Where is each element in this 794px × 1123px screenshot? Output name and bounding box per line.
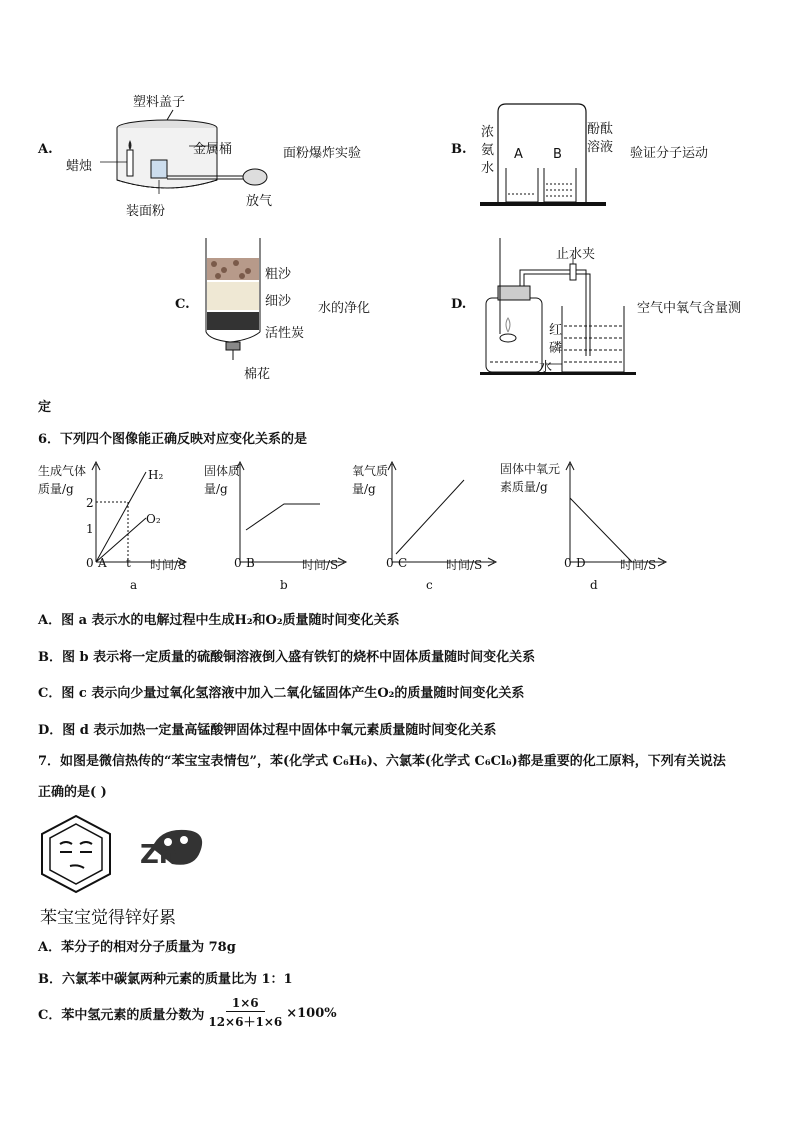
q6-option-d[interactable]: D．图 d 表示加热一定量高锰酸钾固体过程中固体中氧元素质量随时间变化关系 [38,723,497,738]
label-plastic-lid: 塑料盖子 [133,95,186,110]
q7-option-b[interactable]: B．六氯苯中碳氯两种元素的质量比为 1：1 [38,972,293,987]
graph-b-origin: 0 [234,556,242,570]
label-flour: 装面粉 [126,204,166,219]
graph-c-origin: 0 [386,556,394,570]
molecule-motion-diagram [476,98,616,213]
graph-d-point: D [576,556,586,570]
label-clamp: 止水夹 [556,247,596,262]
graph-d-sub: d [590,578,598,592]
graph-d-ylabel-2: 素质量/g [500,480,548,494]
question-7-stem-2: 正确的是( ) [38,785,107,800]
graph-d-ylabel-1: 固体中氧元 [500,462,561,476]
q6-option-b[interactable]: B．图 b 表示将一定质量的硫酸铜溶液倒入盛有铁钉的烧杯中固体质量随时间变化关系 [38,650,536,665]
option-a-letter: A. [38,142,53,157]
graph-c-ylabel-1: 氧气质 [352,464,389,478]
graph-a-xlabel: 时间/S [150,558,187,572]
label-phosphorus: 磷 [549,341,563,356]
meme-caption: 苯宝宝觉得锌好累 [40,908,176,928]
beaker-a-label: A [514,147,523,162]
graph-b-ylabel-1: 固体质 [204,464,241,478]
graph-c-xlabel: 时间/S [446,558,483,572]
graph-a-o2: O₂ [146,512,161,526]
label-ammonia: 氨 [481,143,495,158]
graph-a [38,458,188,598]
fraction-denominator: 12×6＋1×6 [208,1015,283,1029]
option-c-letter: C. [175,297,190,312]
q7-option-c[interactable] [38,996,337,1030]
label-conc: 浓 [481,125,495,140]
water-filter-diagram [200,236,270,376]
label-fine-sand: 细沙 [265,294,292,309]
graph-b [200,458,350,598]
graph-a-ylabel-1: 生成气体 [38,464,87,478]
label-blow-air: 放气 [246,194,273,209]
graph-a-point: A [98,556,107,570]
q7-option-a[interactable]: A．苯分子的相对分子质量为 78g [38,940,236,955]
option-d-letter: D. [451,297,467,312]
graph-a-tick-1: 1 [86,522,94,536]
fraction [208,996,282,1030]
label-metal-bucket: 金属桶 [193,142,233,157]
graph-a-tick-2: 2 [86,496,94,510]
label-solution: 溶液 [587,140,614,155]
label-activated-carbon: 活性炭 [265,326,305,341]
option-c-caption: 水的净化 [318,301,371,316]
graph-b-point: B [246,556,255,570]
label-water-b: 水 [481,161,495,176]
q7-option-c-text: C．苯中氢元素的质量分数为 [38,1007,205,1023]
zinc-symbol: Zn [140,840,178,870]
option-a-caption: 面粉爆炸实验 [283,146,362,161]
graph-b-sub: b [280,578,288,592]
option-b-caption: 验证分子运动 [630,146,709,161]
label-phenol: 酚酞 [587,122,614,137]
option-d-caption: 空气中氧气含量测 [637,301,742,316]
label-cotton: 棉花 [244,367,271,382]
graph-c [348,458,498,598]
graph-b-xlabel: 时间/S [302,558,339,572]
benzene-face-icon [40,812,220,902]
question-6-stem: 6．下列四个图像能正确反映对应变化关系的是 [38,432,308,447]
q6-option-c[interactable]: C．图 c 表示向少量过氧化氢溶液中加入二氧化锰固体产生O₂的质量随时间变化关系 [38,686,525,701]
graph-c-ylabel-2: 量/g [352,482,376,496]
graph-a-h2: H₂ [148,468,164,482]
option-b-letter: B. [451,142,467,157]
q7-option-c-percent: ×100% [286,1005,337,1021]
fraction-numerator: 1×6 [226,996,265,1012]
label-water-d: 水 [539,360,553,375]
q6-option-a[interactable]: A．图 a 表示水的电解过程中生成H₂和O₂质量随时间变化关系 [38,613,400,628]
graph-a-ylabel-2: 质量/g [38,482,74,496]
label-red: 红 [549,323,563,338]
graph-a-sub: a [130,578,138,592]
graph-d-origin: 0 [564,556,572,570]
label-candle: 蜡烛 [66,159,93,174]
graph-a-origin: 0 [86,556,94,570]
label-coarse-sand: 粗沙 [265,267,292,282]
question-7-stem-1: 7．如图是微信热传的“苯宝宝表情包”，苯(化学式 C₆H₆)、六氯苯(化学式 C₆Cl₆)都是重要的化工原料，下列有关说法 [38,754,726,769]
caption-wrap: 定 [38,400,52,415]
graph-b-ylabel-2: 量/g [204,482,228,496]
graph-d-xlabel: 时间/S [620,558,657,572]
graph-c-sub: c [426,578,433,592]
beaker-b-label: B [553,147,562,162]
graph-d [500,458,670,598]
graph-a-t: t [126,556,131,570]
graph-c-point: C [398,556,408,570]
